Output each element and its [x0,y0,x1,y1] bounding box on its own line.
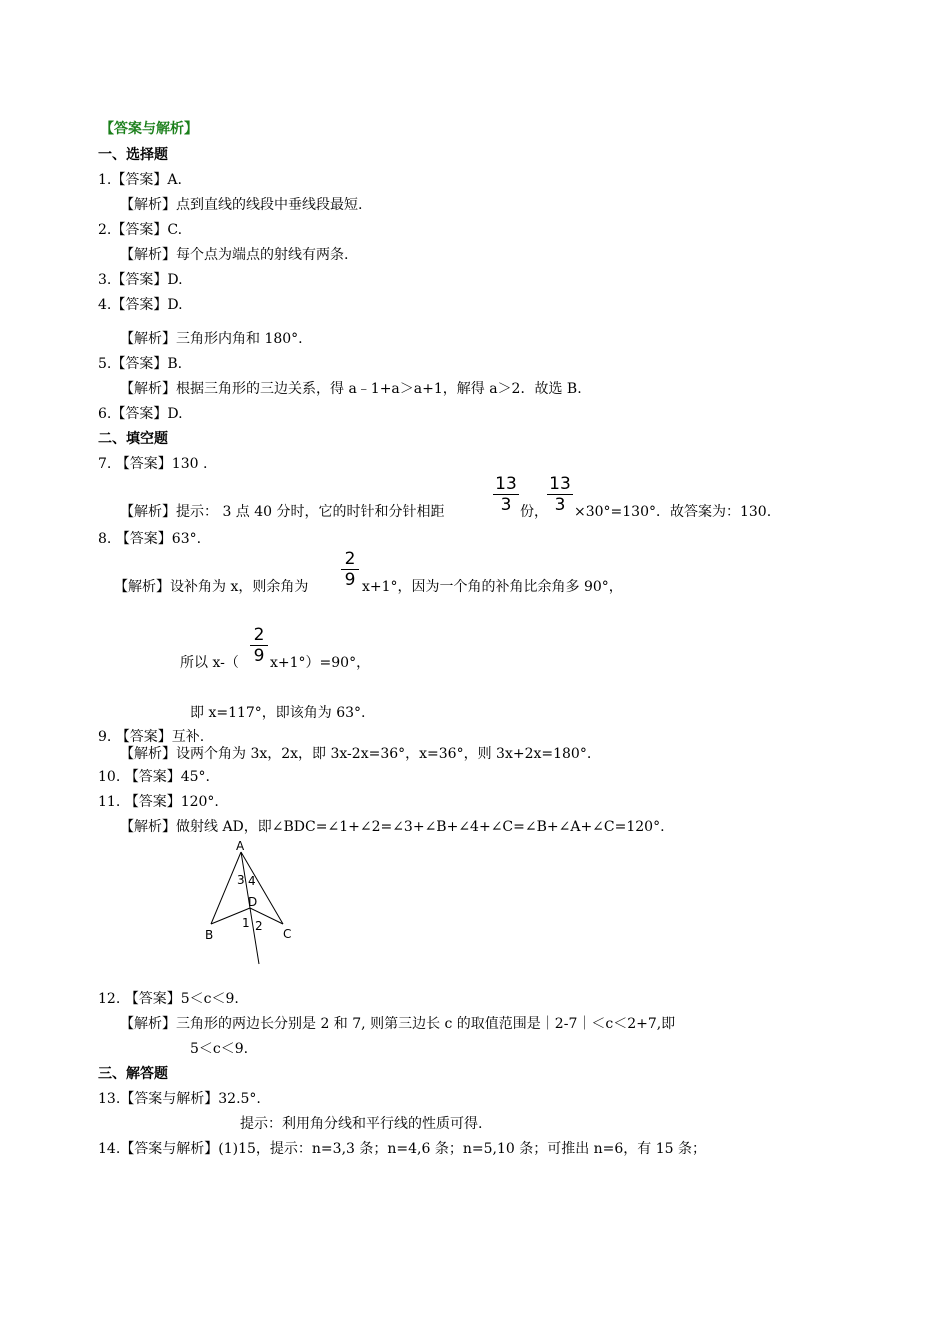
side-ac [241,852,283,924]
fraction-denominator: 9 [253,646,265,666]
angle-label-4: 4 [248,874,256,888]
angle-label-1: 1 [242,916,250,930]
q9-explanation: 【解析】设两个角为 3x，2x，即 3x-2x=36°，x=36°，则 3x+2x=180°. [120,746,592,762]
q12-answer: 12. 【答案】5＜c＜9. [98,991,239,1007]
fraction-denominator: 3 [500,495,512,515]
fraction-2-9-b [250,626,268,665]
section-choice-title: 一、选择题 [98,147,168,163]
q8-formula-part1: 所以 x-（ [180,655,239,671]
label-c: C [283,927,292,941]
q4-answer: 4.【答案】D. [98,297,183,313]
q8-explanation-part2: x+1°，因为一个角的补角比余角多 90°， [362,579,623,595]
q3-answer: 3.【答案】D. [98,272,183,288]
fraction-denominator: 3 [554,495,566,515]
q8-conclusion: 即 x=117°，即该角为 63°. [190,705,366,721]
label-b: B [205,928,214,942]
q10-answer: 10. 【答案】45°. [98,769,210,785]
q7-answer: 7. 【答案】130 . [98,456,208,472]
section-solve-title: 三、解答题 [98,1066,168,1082]
q13-answer: 13.【答案与解析】32.5°. [98,1091,261,1107]
q5-answer: 5.【答案】B. [98,356,183,372]
triangle-figure [195,838,305,968]
q4-explanation: 【解析】三角形内角和 180°. [120,331,303,347]
q2-answer: 2.【答案】C. [98,222,183,238]
fraction-numerator: 13 [495,474,517,494]
q5-explanation: 【解析】根据三角形的三边关系，得 a﹣1+a＞a+1，解得 a＞2．故选 B. [120,381,582,397]
q7-explanation-part3: ×30°=130°．故答案为：130. [574,504,772,520]
fraction-numerator: 2 [253,625,265,645]
angle-label-2: 2 [255,919,263,933]
q7-explanation-part2: 份， [520,504,548,520]
label-d: D [248,895,258,909]
q13-hint: 提示：利用角分线和平行线的性质可得. [240,1116,483,1132]
q11-answer: 11. 【答案】120°. [98,794,219,810]
fraction-numerator: 13 [549,474,571,494]
fraction-13-3-b [547,475,573,514]
fraction-13-3-a [493,475,519,514]
q8-answer: 8. 【答案】63°. [98,531,202,547]
section-fill-title: 二、填空题 [98,431,168,447]
fraction-2-9-a [341,550,359,589]
q2-explanation: 【解析】每个点为端点的射线有两条. [120,247,349,263]
fraction-numerator: 2 [344,549,356,569]
q12-explanation-cont: 5＜c＜9. [190,1041,249,1057]
q7-explanation-part1: 【解析】提示： 3 点 40 分时，它的时针和分针相距 [120,504,445,520]
q12-explanation: 【解析】三角形的两边长分别是 2 和 7, 则第三边长 c 的取值范围是｜2-7｜＜c＜2+7,即 [120,1016,676,1032]
q14-answer: 14.【答案与解析】(1)15，提示：n=3,3 条；n=4,6 条；n=5,10 条；可推出 n=6，有 15 条； [98,1141,707,1157]
fraction-denominator: 9 [344,570,356,590]
q1-answer: 1.【答案】A. [98,172,182,188]
q8-explanation-part1: 【解析】设补角为 x，则余角为 [114,579,309,595]
answer-header: 【答案与解析】 [100,121,198,137]
q1-explanation: 【解析】点到直线的线段中垂线段最短. [120,197,363,213]
label-a: A [236,839,245,853]
q6-answer: 6.【答案】D. [98,406,183,422]
q11-explanation: 【解析】做射线 AD，即∠BDC=∠1+∠2=∠3+∠B+∠4+∠C=∠B+∠A+∠C=120°. [120,819,665,835]
q8-formula-part2: x+1°）=90°， [270,655,371,671]
angle-label-3: 3 [237,873,245,887]
q9-answer: 9. 【答案】互补. [98,729,205,745]
